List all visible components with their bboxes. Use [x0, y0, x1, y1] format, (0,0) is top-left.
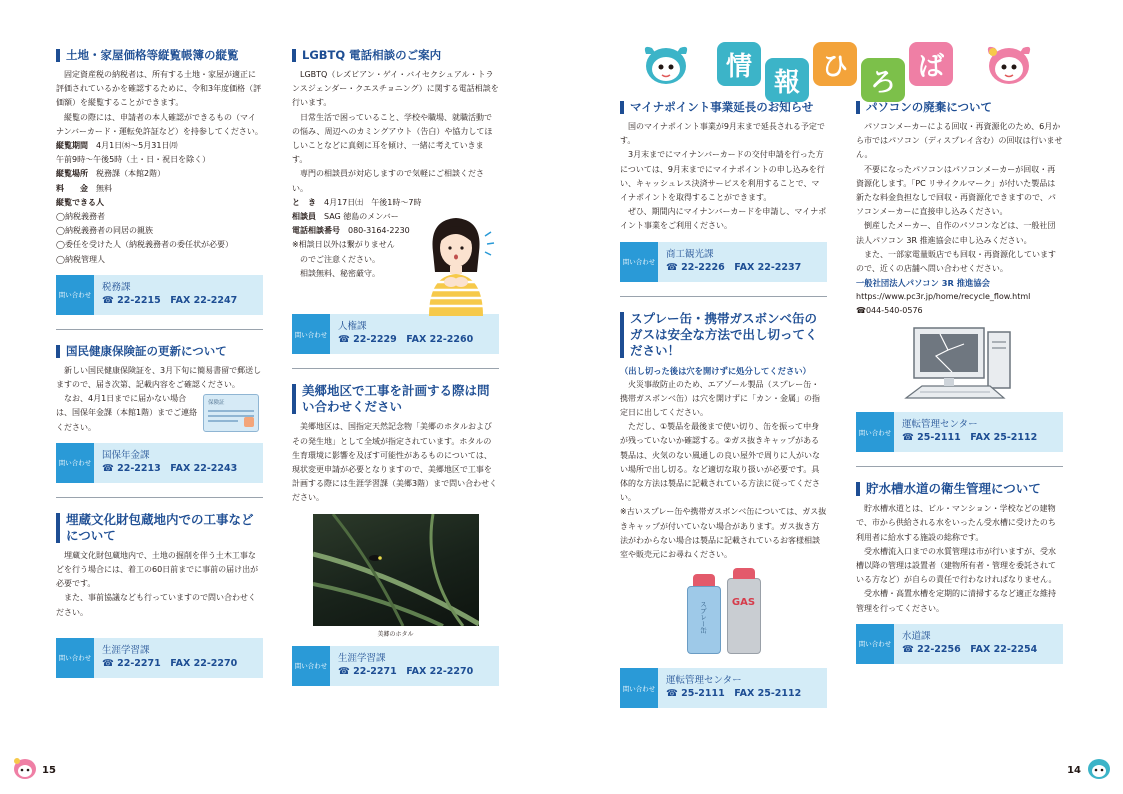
section-property-register [56, 48, 263, 315]
page-number-left: 15 [42, 765, 56, 776]
contact-label: 問い合わせ [620, 242, 658, 282]
contact-label: 問い合わせ [620, 668, 658, 708]
paragraph: 専門の相談員が対応しますので気軽にご相談ください。 [292, 169, 484, 193]
section-heading: 埋蔵文化財包蔵地内での工事などについて [56, 512, 263, 544]
section-cultural-property [56, 512, 263, 678]
mascot-footer-left-icon [12, 756, 38, 780]
section-heading: 美郷地区で工事を計画する際は問い合わせください [292, 383, 499, 415]
contact-tel: ☎ 22-2256 FAX 22-2254 [902, 643, 1038, 655]
section-heading: 土地・家屋価格等縦覧帳簿の縦覧 [56, 48, 263, 63]
section-heading: LGBTQ 電話相談のご案内 [292, 48, 499, 63]
page-number-right: 14 [1067, 765, 1081, 776]
contact-tel: ☎ 22-2226 FAX 22-2237 [666, 261, 802, 273]
contact-box [292, 314, 499, 354]
contact-box [56, 275, 263, 315]
column-1 [56, 48, 263, 688]
section-misato-fireflies [292, 383, 499, 685]
paragraph: 貯水槽水道とは、ビル・マンション・学校などの建物で、市から供給される水をいったん受水槽に受けたのち利用者に給水する施設の総称です。 [856, 504, 1056, 542]
paragraph: 受水槽流入口までの水質管理は市が行いますが、受水槽以降の管理は設置者（建物所有者・管理を委託されている方など）が自らの責任で行わなければなりません。 [856, 546, 1057, 585]
section-heading: マイナポイント事業延長のお知らせ [620, 100, 827, 115]
contact-box [620, 668, 827, 708]
section-health-insurance [56, 344, 263, 483]
paragraph: また、一部家電量販店でも回収・再資源化していますので、近くの店舗へ問い合わせください。 [856, 249, 1056, 274]
paragraph: LGBTQ（レズビアン・ゲイ・バイセクシュアル・トランスジェンダー・クエスチョニング）に関する電話相談を行います。 [292, 70, 499, 108]
card-label: 保険証 [208, 400, 225, 407]
section-heading: スプレー缶・携帯ガスボンベ缶のガスは安全な方法で出し切ってください！ [620, 311, 827, 359]
header-title-char: 情 [717, 42, 761, 86]
broken-computer-illustration [900, 324, 1020, 404]
contact-tel: ☎ 22-2213 FAX 22-2243 [102, 462, 238, 474]
contact-box [856, 412, 1063, 452]
paragraph: なお、4月1日までに届かない場合は、国保年金課（本館1階）までご連絡ください。 [56, 394, 198, 432]
paragraph: パソコンメーカーによる回収・再資源化のため、6月から市ではパソコン（ディスプレイ含む）の回収は行いません。 [856, 122, 1063, 160]
contact-dept: 水道課 [902, 630, 931, 642]
contact-label: 問い合わせ [292, 314, 330, 354]
list-item: ◯納税義務者の同居の親族 [56, 226, 153, 236]
section-heading: 国民健康保険証の更新について [56, 344, 263, 359]
paragraph: 受水槽・高置水槽を定期的に清掃するなど適正な維持管理を行ってください。 [856, 589, 1056, 613]
org-tel: ☎044-540-0576 [856, 306, 923, 316]
contact-tel: ☎ 25-2111 FAX 25-2112 [666, 688, 802, 700]
spray-can-illustration [669, 568, 779, 660]
column-4 [856, 100, 1063, 674]
contact-label: 問い合わせ [856, 412, 894, 452]
list-item: ◯納税管理人 [56, 254, 105, 264]
sub-heading: （出し切った後は穴を開けずに処分してください） [620, 365, 811, 376]
section-mynapoint [620, 100, 827, 282]
contact-label: 問い合わせ [56, 638, 94, 678]
divider [56, 497, 263, 498]
divider [620, 296, 827, 297]
paragraph: 新しい国民健康保険証を、3月下旬に簡易書留で郵送しますので、届き次第、記載内容をご確認ください。 [56, 365, 262, 390]
contact-dept: 運転管理センター [902, 419, 978, 431]
header-title-char: ろ [861, 58, 905, 102]
list-item: ◯委任を受けた人（納税義務者の委任状が必要） [56, 240, 233, 250]
info-row: 縦覧できる人 [56, 197, 104, 207]
paragraph: 不要になったパソコンはパソコンメーカーが回収・再資源化します。「PC リサイクルマーク」が付いた製品は新たな料金負担なしで回収・再資源化できますので、パソコンメーカーに直接申し込みください。 [856, 164, 1056, 217]
paragraph: 3月末までにマイナンバーカードの交付申請を行った方については、9月末までにマイナポイントの申し込みを行い、キャッシュレス決済サービスを利用することで、マイナポイントを取得することができます。 [620, 150, 825, 203]
info-row: 縦覧期間 4月1日㈭～5月31日㈪ [56, 141, 178, 151]
column-2 [292, 48, 499, 696]
info-row: 午前9時～午後5時（土・日・祝日を除く） [56, 155, 211, 165]
header-title-char: ば [909, 42, 953, 86]
paragraph: 固定資産税の納税者は、所有する土地・家屋が適正に評価されているかを確認するために、令和3年度価格（評価額）を縦覧することができます。 [56, 70, 262, 108]
header-title-char: 報 [765, 58, 809, 102]
paragraph: 美郷地区は、国指定天然記念物「美郷のホタルおよびその発生地」として全域が指定されています。ホタルの生育環境に影響を及ぼす可能性があるものについては、現状変更申請が必要となりますので、美郷地区で工事を計画する際には生涯学習課（美郷3階）まで問い合わせください。 [292, 422, 498, 503]
paragraph: 日常生活で困っていること、学校や職場、就職活動での悩み、周辺へのカミングアウト（告白）や協力してほしいことなどに真剣に耳を傾け、一緒に考えていきます。 [292, 112, 493, 165]
contact-dept: 生涯学習課 [102, 644, 150, 656]
divider [292, 368, 499, 369]
section-heading: パソコンの廃棄について [856, 100, 1063, 115]
contact-box [856, 624, 1063, 664]
contact-label: 問い合わせ [292, 646, 330, 686]
contact-dept: 税務課 [102, 281, 131, 293]
section-pc-disposal [856, 100, 1063, 452]
section-lgbtq [292, 48, 499, 354]
list-item: ◯納税義務者 [56, 212, 105, 222]
firefly-photo [313, 514, 479, 626]
gas-can-label: GAS [731, 597, 756, 609]
mascot-blue-icon [640, 40, 692, 86]
contact-box [620, 242, 827, 282]
info-row: 相談員 SAG 徳島のメンバー [292, 212, 399, 222]
paragraph: ただし、①製品を最後まで使い切り、缶を振って中身が残っていないか確認する。②ガス抜きキャップがある製品は、火気のない風通しの良い屋外で周りに人がいない場所で出し切る。など適切な取り扱いが必要です。具体的な方法は製品に記載されている方法に従ってください。 [620, 422, 820, 503]
paragraph: また、事前協議なども行っていますので問い合わせください。 [56, 593, 256, 617]
contact-dept: 生涯学習課 [338, 652, 386, 664]
contact-label: 問い合わせ [856, 624, 894, 664]
mascot-pink-icon [983, 40, 1035, 86]
contact-tel: ☎ 22-2271 FAX 22-2270 [338, 665, 474, 677]
contact-tel: ☎ 25-2111 FAX 25-2112 [902, 432, 1038, 444]
contact-dept: 商工観光課 [666, 248, 714, 260]
info-row: と き 4月17日㈯ 午後1時～7時 [292, 197, 422, 207]
contact-box [56, 443, 263, 483]
spray-can-label: スプレー缶 [699, 601, 707, 634]
divider [56, 329, 263, 330]
contact-box [56, 638, 263, 678]
contact-dept: 人権課 [338, 321, 367, 333]
photo-caption: 美郷のホタル [377, 630, 414, 638]
section-spray-cans [620, 311, 827, 709]
contact-tel: ☎ 22-2229 FAX 22-2260 [338, 334, 474, 346]
header-title-char: ひ [813, 42, 857, 86]
info-row: 料 金 無料 [56, 183, 112, 193]
section-water-tank [856, 481, 1063, 664]
section-heading: 貯水槽水道の衛生管理について [856, 481, 1063, 497]
contact-dept: 国保年金課 [102, 449, 150, 461]
contact-box [292, 646, 499, 686]
info-row: 電話相談番号 080-3164-2230 [292, 226, 410, 236]
woman-illustration [415, 212, 497, 316]
column-3 [620, 100, 827, 718]
contact-tel: ☎ 22-2215 FAX 22-2247 [102, 294, 238, 306]
paragraph: 倒産したメーカー、自作のパソコンなどは、一般社団法人パソコン 3R 推進協会に申し込みください。 [856, 221, 1056, 245]
paragraph: 縦覧の際には、申請者の本人確認ができるもの（マイナンバーカード・運転免許証など）を持参してください。 [56, 112, 263, 136]
paragraph: 火災事故防止のため、エアゾール製品（スプレー缶・携帯ガスボンベ缶）は穴を開けずに「カン・金属」の指定日に出してください。 [620, 379, 820, 418]
divider [856, 466, 1063, 467]
insurance-card-icon [203, 394, 259, 432]
org-url-link[interactable]: https://www.pc3r.jp/home/recycle_flow.html [856, 292, 1031, 302]
note: ※相談日以外は繋がりません [292, 240, 395, 250]
org-name: 一般社団法人パソコン 3R 推進協会 [856, 278, 990, 289]
note: 相談無料、秘密厳守。 [300, 268, 380, 278]
contact-tel: ☎ 22-2271 FAX 22-2270 [102, 657, 238, 669]
paragraph: ぜひ、期間内にマイナンバーカードを申請し、マイナポイント事業をご利用ください。 [620, 207, 827, 231]
paragraph: 国のマイナポイント事業が9月末まで延長される予定です。 [620, 122, 825, 146]
paragraph: ※古いスプレー缶や携帯ガスボンベ缶については、ガス抜きキャップが付いていない場合があります。ガス抜き方法がわからない場合は製品に記載されているお客様相談室や販売元にお尋ねください。 [620, 507, 827, 560]
note: のでご注意ください。 [300, 254, 380, 264]
mascot-footer-right-icon [1086, 756, 1112, 780]
paragraph: 埋蔵文化財包蔵地内で、土地の掘削を伴う土木工事などを行う場合には、着工の60日前までに事前の届け出が必要です。 [56, 550, 259, 589]
contact-label: 問い合わせ [56, 443, 94, 483]
contact-label: 問い合わせ [56, 275, 94, 315]
contact-dept: 運転管理センター [666, 675, 742, 687]
info-row: 縦覧場所 税務課（本館2階） [56, 169, 166, 179]
